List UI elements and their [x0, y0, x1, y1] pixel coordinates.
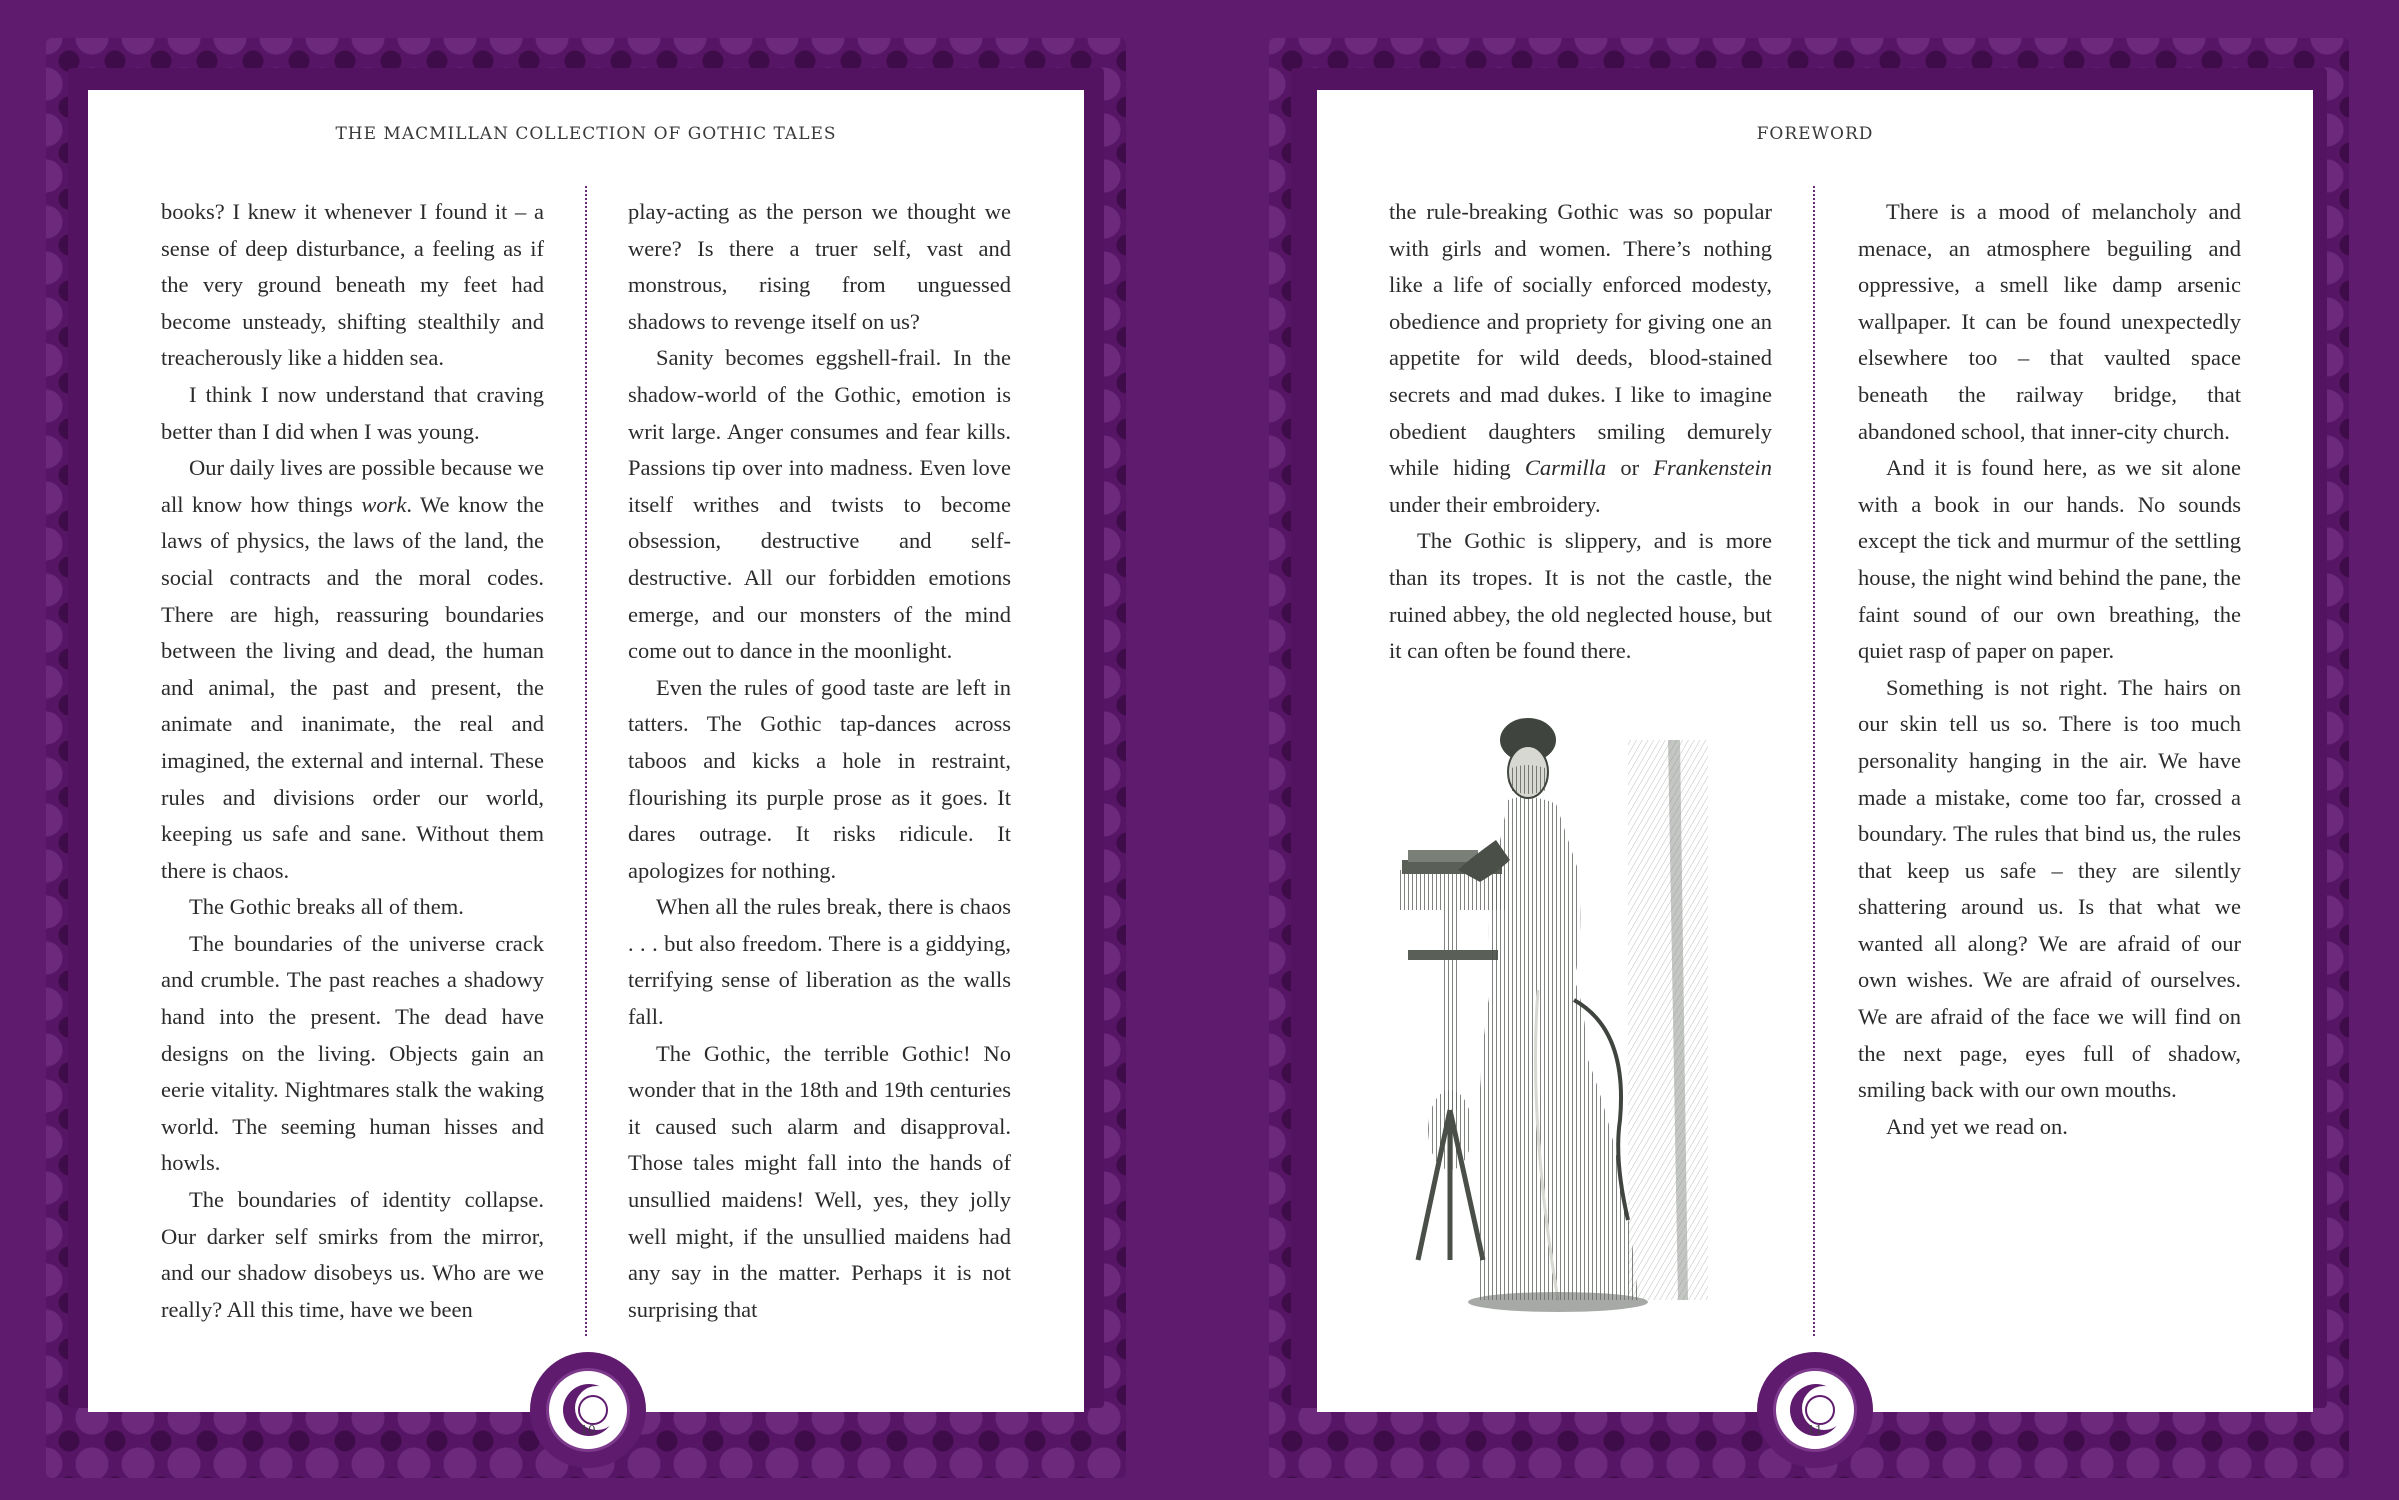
text-column-1 [1389, 194, 1772, 670]
victorian-woman-engraving [1388, 700, 1728, 1340]
book-title: Carmilla [1524, 455, 1607, 481]
paragraph: And yet we read on. [1886, 1113, 2068, 1139]
page-number: 11 [1807, 1423, 1823, 1437]
page-number: 10 [580, 1423, 596, 1437]
paragraph: The boundaries of identity collapse. Our darker self smirks from the mirror, and our shadow disobeys us. Who are we really? All this time, have we been [161, 1187, 544, 1322]
paragraph: The Gothic, the terrible Gothic! No wonder that in the 18th and 19th centuries it caused such alarm and disapproval. Those tales might fall into the hands of unsullied maidens! Well, yes, they jolly well might, if the unsullied maidens had any say in the matter. Perhaps it is not surprising that [628, 1040, 1011, 1322]
page-number-badge [530, 1352, 646, 1468]
paragraph-text: Our daily lives are possible because we all know how things [161, 455, 544, 517]
paragraph-text: the rule-breaking Gothic was so popular with girls and women. There’s nothing like a life of socially enforced modesty, obedience and propriety for giving one an appetite for wild deeds, blood-stained secrets and mad dukes. I like to imagine obedient daughters smiling demurely while hiding [1389, 199, 1772, 481]
paragraph: Sanity becomes eggshell-frail. In the shadow-world of the Gothic, emotion is writ large. Anger consumes and fear kills. Passions tip over into madness. Even love itself writhes and twists to become obsession, destructive and self-destructive. All our forbidden emotions emerge, and our monsters of the mind come out to dance in the moonlight. [628, 345, 1011, 664]
paragraph [161, 450, 544, 889]
paragraph-text: . We know the laws of physics, the laws of the land, the social contracts and the moral codes. There are high, reassuring boundaries between the living and dead, the human and animal, the past and present, the animate and inanimate, the real and imagined, the external and internal. These rules and divisions order our world, keeping us safe and sane. Without them there is chaos. [161, 491, 544, 883]
paragraph: The boundaries of the universe crack and crumble. The past reaches a shadowy hand into the present. The dead have designs on the living. Objects gain an eerie vitality. Nightmares stalk the waking world. The seeming human hisses and howls. [161, 930, 544, 1176]
column-divider [1813, 186, 1815, 1336]
emphasis-text: work [361, 491, 407, 517]
book-title: Frankenstein [1653, 455, 1772, 481]
paragraph: Something is not right. The hairs on our skin tell us so. There is too much personality hanging in the air. We have made a mistake, come too far, crossed a boundary. The rules that bind us, the rules that keep us safe – they are silently shattering around us. Is that what we wanted all along? We are afraid of our own wishes. We are afraid of ourselves. We are afraid of the face we will find on the next page, eyes full of shadow, smiling back with our own mouths. [1858, 674, 2241, 1103]
paragraph: And it is found here, as we sit alone with a book in our hands. No sounds except the tick and murmur of the settling house, the night wind behind the pane, the faint sound of our own breathing, the quiet rasp of paper on paper. [1858, 455, 2241, 664]
paragraph: I think I now understand that craving better than I did when I was young. [161, 381, 544, 444]
paragraph-text: or [1606, 455, 1654, 481]
text-column-2 [1858, 194, 2241, 1145]
paragraph: play-acting as the person we thought we were? Is there a truer self, vast and monstrous, rising from unguessed shadows to revenge itself on us? [628, 199, 1011, 334]
paragraph [1389, 194, 1772, 523]
paragraph: When all the rules break, there is chaos . . . but also freedom. There is a giddying, terrifying sense of liberation as the walls fall. [628, 894, 1011, 1030]
paragraph: Even the rules of good taste are left in tatters. The Gothic tap-dances across taboos and kicks a hole in restraint, flourishing its purple prose as it goes. It dares outrage. It risks ridicule. It apologizes for nothing. [628, 674, 1011, 883]
text-column-1 [161, 194, 544, 1328]
running-head: THE MACMILLAN COLLECTION OF GOTHIC TALES [335, 124, 837, 144]
paragraph: There is a mood of melancholy and menace, an atmosphere beguiling and oppressive, a smell like damp arsenic wallpaper. It can be found unexpectedly elsewhere too – that vaulted space beneath the railway bridge, that abandoned school, that inner-city church. [1858, 199, 2241, 444]
paragraph: The Gothic breaks all of them. [189, 894, 464, 920]
running-head: FOREWORD [1756, 124, 1874, 144]
column-divider [585, 186, 587, 1336]
page-number-badge [1757, 1352, 1873, 1468]
text-column-2 [628, 194, 1011, 1328]
paragraph: The Gothic is slippery, and is more than its tropes. It is not the castle, the ruined abbey, the old neglected house, but it can often be found there. [1389, 528, 1772, 664]
paragraph-text: under their embroidery. [1389, 491, 1601, 517]
right-page [1201, 0, 2399, 1500]
paragraph: books? I knew it whenever I found it – a sense of deep disturbance, a feeling as if the very ground beneath my feet had become unsteady, shifting stealthily and treacherously like a hidden sea. [161, 199, 544, 371]
